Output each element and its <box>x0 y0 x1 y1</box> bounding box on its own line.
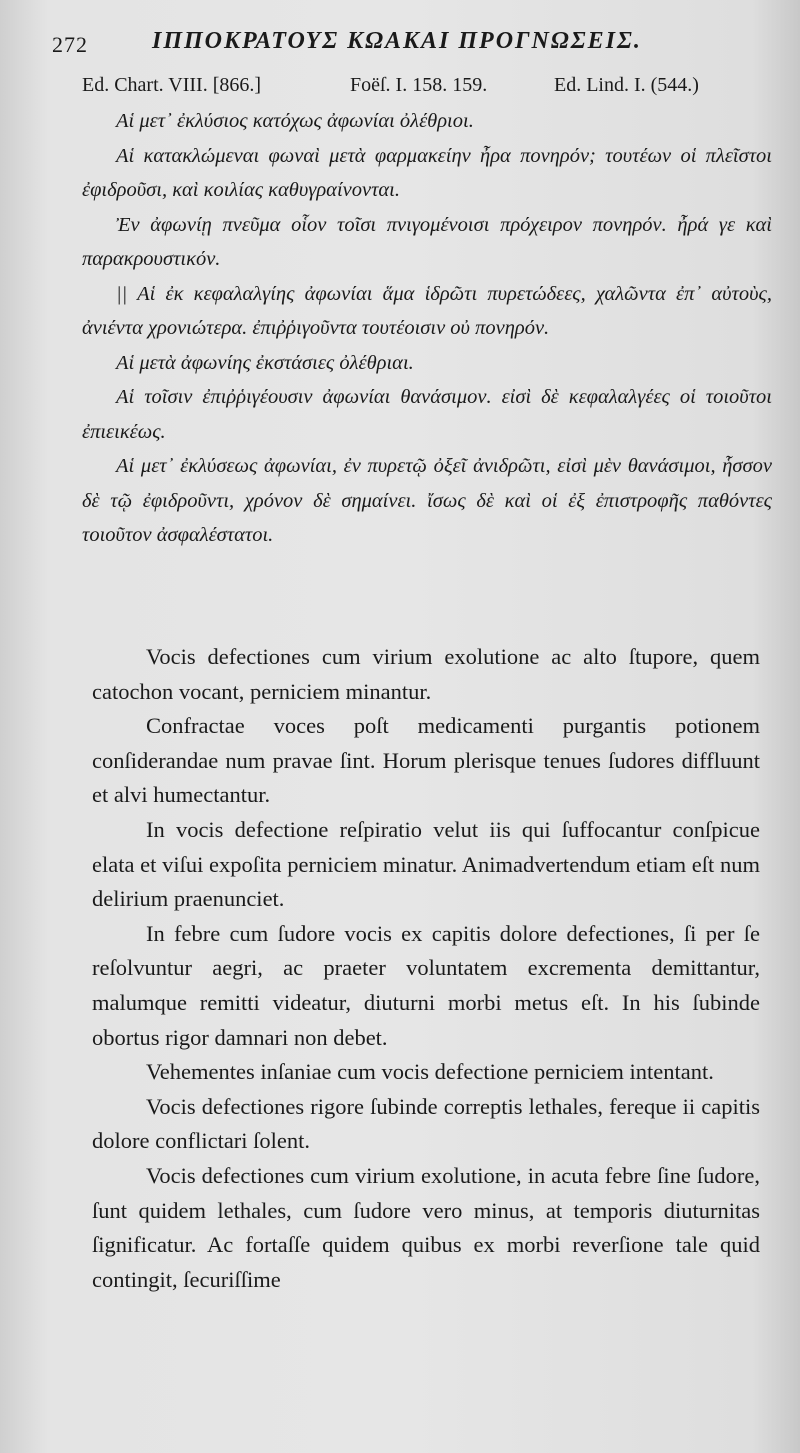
greek-paragraph: Αἱ τοῖσιν ἐπιῤῥιγέουσιν ἀφωνίαι θανάσιμον. εἰσὶ δὲ κεφαλαλγέες οἱ τοιοῦτοι ἐπιεικέως. <box>82 386 772 443</box>
greek-text-block <box>82 104 772 553</box>
greek-paragraph: Ἐν ἀφωνίῃ πνεῦμα οἷον τοῖσι πνιγομένοισι πρόχειρον πονηρόν. ἦρά γε καὶ παρακρουστικόν. <box>82 213 772 270</box>
latin-paragraph: Vehementes inſaniae cum vocis defectione perniciem intentant. <box>146 1059 714 1085</box>
edition-lind-ref: Ed. Lind. I. (544.) <box>554 74 699 96</box>
latin-paragraph: Vocis defectiones cum virium exolutione ac alto ſtupore, quem catochon vocant, perniciem minantur. <box>92 644 760 704</box>
latin-paragraph: In vocis defectione reſpiratio velut iis qui ſuffocantur conſpicue elata et viſui expoſita perniciem minatur. Animadvertendum etiam eſt num delirium praenunciet. <box>92 816 760 912</box>
edition-chart-ref: Ed. Chart. VIII. [866.] <box>82 74 262 96</box>
greek-paragraph: || Αἱ ἐκ κεφαλαλγίης ἀφωνίαι ἅμα ἱδρῶτι πυρετώδεες, χαλῶντα ἐπ᾽ αὐτοὺς, ἀνιέντα χρονιώτερα. ἐπιῤῥιγοῦντα τουτέοισιν οὐ πονηρόν. <box>82 282 772 339</box>
latin-text-block <box>92 640 760 1297</box>
greek-paragraph: Αἱ μετ᾽ ἐκλύσιος κατόχως ἀφωνίαι ὀλέθριοι. <box>116 110 474 132</box>
latin-paragraph: Vocis defectiones cum virium exolutione, in acuta febre ſine ſudore, ſunt quidem lethales, cum ſudore vero minus, at temporis diuturnitas ſignificatur. Ac fortaſſe quidem quibus ex morbi reverſione tale quid contingit, ſecuriſſime <box>92 1162 760 1292</box>
latin-paragraph: Vocis defectiones rigore ſubinde correptis lethales, fereque ii capitis dolore conflictari ſolent. <box>92 1093 760 1154</box>
greek-paragraph: Αἱ μετὰ ἀφωνίης ἐκστάσιες ὀλέθριαι. <box>116 351 414 374</box>
running-title: ΙΠΠΟΚΡΑΤΟΥΣ ΚΩΑΚΑΙ ΠΡΟΓΝΩΣΕΙΣ. <box>152 28 642 54</box>
page-number: 272 <box>52 32 88 57</box>
latin-paragraph: Confractae voces poſt medicamenti purgantis potionem conſiderandae num pravae ſint. Horum plerisque tenues ſudores diffluunt et alvi humectantur. <box>92 713 760 808</box>
latin-paragraph: In febre cum ſudore vocis ex capitis dolore defectiones, ſi per ſe reſolvuntur aegri, ac praeter voluntatem excrementa demittantur, malumque remitti videatur, diuturni morbi metus eſt. In his ſubinde obortus rigor damnari non debet. <box>92 920 760 1050</box>
greek-paragraph: Αἱ κατακλώμεναι φωναὶ μετὰ φαρμακείην ἦρα πονηρόν; τουτέων οἱ πλεῖστοι ἐφιδροῦσι, καὶ κοιλίας καθυγραίνονται. <box>82 144 772 201</box>
greek-paragraph: Αἱ μετ᾽ ἐκλύσεως ἀφωνίαι, ἐν πυρετῷ ὀξεῖ ἀνιδρῶτι, εἰσὶ μὲν θανάσιμοι, ἧσσον δὲ τῷ ἐφιδροῦντι, χρόνον δὲ σημαίνει. ἴσως δὲ καὶ οἱ ἐξ ἐπιστροφῆς παθόντες τοιοῦτον ἀσφαλέστατοι. <box>82 455 772 546</box>
page-header <box>52 18 752 58</box>
edition-foes-ref: Foëſ. I. 158. 159. <box>350 74 488 96</box>
